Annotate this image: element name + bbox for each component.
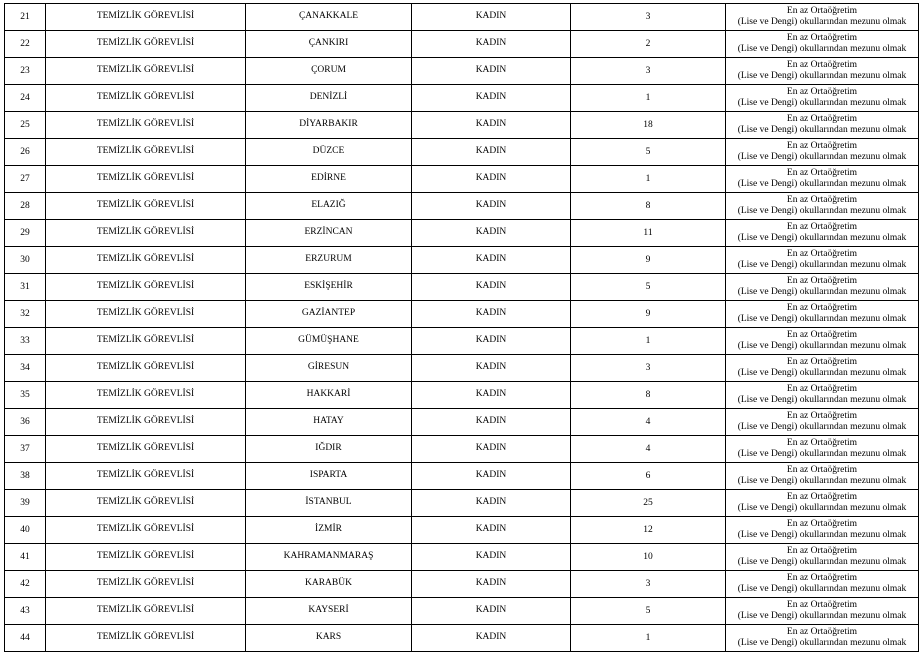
position-count: 5: [571, 598, 726, 625]
requirement: [726, 436, 919, 463]
table-row: [5, 463, 919, 490]
row-number: 42: [5, 571, 46, 598]
requirement-line-2: (Lise ve Dengi) okullarından mezunu olmak: [737, 17, 907, 27]
requirement: [726, 193, 919, 220]
requirement-line-1: En az Ortaöğretim: [786, 32, 858, 43]
requirement-line-1: En az Ortaöğretim: [786, 383, 858, 394]
position-count: 25: [571, 490, 726, 517]
requirement-line-2: (Lise ve Dengi) okullarından mezunu olmak: [737, 422, 907, 432]
requirement: [726, 247, 919, 274]
row-number: 26: [5, 139, 46, 166]
row-number: 34: [5, 355, 46, 382]
province-name: KAYSERİ: [246, 598, 412, 625]
position-title: TEMİZLİK GÖREVLİSİ: [46, 193, 246, 220]
table-row: [5, 409, 919, 436]
requirement: [726, 409, 919, 436]
requirement: [726, 544, 919, 571]
position-title: TEMİZLİK GÖREVLİSİ: [46, 409, 246, 436]
gender: KADIN: [412, 544, 571, 571]
requirement-line-2: (Lise ve Dengi) okullarından mezunu olmak: [737, 557, 907, 567]
requirement-line-2: (Lise ve Dengi) okullarından mezunu olmak: [737, 476, 907, 486]
requirement-line-2: (Lise ve Dengi) okullarından mezunu olmak: [737, 368, 907, 378]
requirement: [726, 517, 919, 544]
position-count: 1: [571, 625, 726, 652]
province-name: HATAY: [246, 409, 412, 436]
position-title: TEMİZLİK GÖREVLİSİ: [46, 436, 246, 463]
requirement-line-1: En az Ortaöğretim: [786, 194, 858, 205]
gender: KADIN: [412, 463, 571, 490]
requirement-line-2: (Lise ve Dengi) okullarından mezunu olmak: [737, 44, 907, 54]
requirement-line-1: En az Ortaöğretim: [786, 221, 858, 232]
table-row: [5, 58, 919, 85]
table-row: [5, 571, 919, 598]
gender: KADIN: [412, 112, 571, 139]
province-name: KARABÜK: [246, 571, 412, 598]
table-row: [5, 436, 919, 463]
table-row: [5, 247, 919, 274]
document-page: [4, 3, 918, 652]
requirement-line-1: En az Ortaöğretim: [786, 518, 858, 529]
row-number: 32: [5, 301, 46, 328]
requirement: [726, 301, 919, 328]
gender: KADIN: [412, 571, 571, 598]
table-row: [5, 139, 919, 166]
requirement: [726, 274, 919, 301]
province-name: ÇANAKKALE: [246, 4, 412, 31]
gender: KADIN: [412, 301, 571, 328]
row-number: 41: [5, 544, 46, 571]
row-number: 22: [5, 31, 46, 58]
requirement-line-1: En az Ortaöğretim: [786, 275, 858, 286]
position-count: 5: [571, 139, 726, 166]
table-row: [5, 517, 919, 544]
requirement-line-1: En az Ortaöğretim: [786, 302, 858, 313]
gender: KADIN: [412, 139, 571, 166]
requirement-line-2: (Lise ve Dengi) okullarından mezunu olmak: [737, 638, 907, 648]
requirement-line-2: (Lise ve Dengi) okullarından mezunu olmak: [737, 71, 907, 81]
requirement-line-1: En az Ortaöğretim: [786, 59, 858, 70]
position-count: 4: [571, 436, 726, 463]
position-count: 8: [571, 382, 726, 409]
row-number: 29: [5, 220, 46, 247]
requirement-line-1: En az Ortaöğretim: [786, 248, 858, 259]
province-name: KAHRAMANMARAŞ: [246, 544, 412, 571]
requirement: [726, 166, 919, 193]
province-name: HAKKARİ: [246, 382, 412, 409]
position-title: TEMİZLİK GÖREVLİSİ: [46, 85, 246, 112]
row-number: 39: [5, 490, 46, 517]
gender: KADIN: [412, 166, 571, 193]
table-row: [5, 355, 919, 382]
row-number: 33: [5, 328, 46, 355]
row-number: 27: [5, 166, 46, 193]
row-number: 31: [5, 274, 46, 301]
position-count: 5: [571, 274, 726, 301]
requirement-line-1: En az Ortaöğretim: [786, 167, 858, 178]
requirement: [726, 112, 919, 139]
position-title: TEMİZLİK GÖREVLİSİ: [46, 463, 246, 490]
requirement: [726, 571, 919, 598]
gender: KADIN: [412, 625, 571, 652]
province-name: İSTANBUL: [246, 490, 412, 517]
requirement: [726, 598, 919, 625]
requirement: [726, 382, 919, 409]
table-row: [5, 625, 919, 652]
position-count: 9: [571, 301, 726, 328]
table-row: [5, 31, 919, 58]
requirement: [726, 625, 919, 652]
requirement-line-1: En az Ortaöğretim: [786, 599, 858, 610]
province-name: İZMİR: [246, 517, 412, 544]
requirement-line-1: En az Ortaöğretim: [786, 329, 858, 340]
province-name: ERZURUM: [246, 247, 412, 274]
position-title: TEMİZLİK GÖREVLİSİ: [46, 544, 246, 571]
row-number: 28: [5, 193, 46, 220]
province-name: IĞDIR: [246, 436, 412, 463]
requirement-line-1: En az Ortaöğretim: [786, 410, 858, 421]
position-title: TEMİZLİK GÖREVLİSİ: [46, 166, 246, 193]
requirement-line-2: (Lise ve Dengi) okullarından mezunu olmak: [737, 584, 907, 594]
requirement: [726, 463, 919, 490]
gender: KADIN: [412, 490, 571, 517]
position-count: 3: [571, 355, 726, 382]
table-row: [5, 166, 919, 193]
requirement-line-1: En az Ortaöğretim: [786, 491, 858, 502]
requirement-line-2: (Lise ve Dengi) okullarından mezunu olmak: [737, 611, 907, 621]
position-title: TEMİZLİK GÖREVLİSİ: [46, 220, 246, 247]
position-title: TEMİZLİK GÖREVLİSİ: [46, 490, 246, 517]
row-number: 38: [5, 463, 46, 490]
requirement-line-2: (Lise ve Dengi) okullarından mezunu olmak: [737, 395, 907, 405]
requirement: [726, 85, 919, 112]
gender: KADIN: [412, 85, 571, 112]
gender: KADIN: [412, 436, 571, 463]
position-count: 18: [571, 112, 726, 139]
requirement: [726, 4, 919, 31]
position-count: 3: [571, 571, 726, 598]
requirement-line-1: En az Ortaöğretim: [786, 545, 858, 556]
gender: KADIN: [412, 328, 571, 355]
position-title: TEMİZLİK GÖREVLİSİ: [46, 571, 246, 598]
row-number: 25: [5, 112, 46, 139]
requirement-line-1: En az Ortaöğretim: [786, 140, 858, 151]
province-name: ÇORUM: [246, 58, 412, 85]
position-count: 11: [571, 220, 726, 247]
table-row: [5, 544, 919, 571]
table-row: [5, 301, 919, 328]
gender: KADIN: [412, 193, 571, 220]
requirement-line-2: (Lise ve Dengi) okullarından mezunu olmak: [737, 98, 907, 108]
position-title: TEMİZLİK GÖREVLİSİ: [46, 382, 246, 409]
position-title: TEMİZLİK GÖREVLİSİ: [46, 328, 246, 355]
province-name: GÜMÜŞHANE: [246, 328, 412, 355]
requirement: [726, 220, 919, 247]
requirement-line-2: (Lise ve Dengi) okullarından mezunu olmak: [737, 125, 907, 135]
province-name: ERZİNCAN: [246, 220, 412, 247]
province-name: DİYARBAKIR: [246, 112, 412, 139]
province-name: GAZİANTEP: [246, 301, 412, 328]
gender: KADIN: [412, 58, 571, 85]
row-number: 40: [5, 517, 46, 544]
vacancy-table: [4, 3, 919, 652]
requirement-line-2: (Lise ve Dengi) okullarından mezunu olmak: [737, 179, 907, 189]
table-body: [5, 4, 919, 652]
position-title: TEMİZLİK GÖREVLİSİ: [46, 517, 246, 544]
gender: KADIN: [412, 247, 571, 274]
position-count: 3: [571, 4, 726, 31]
position-title: TEMİZLİK GÖREVLİSİ: [46, 274, 246, 301]
position-title: TEMİZLİK GÖREVLİSİ: [46, 58, 246, 85]
requirement-line-2: (Lise ve Dengi) okullarından mezunu olmak: [737, 206, 907, 216]
position-count: 3: [571, 58, 726, 85]
position-count: 1: [571, 166, 726, 193]
requirement-line-2: (Lise ve Dengi) okullarından mezunu olmak: [737, 503, 907, 513]
gender: KADIN: [412, 409, 571, 436]
province-name: EDİRNE: [246, 166, 412, 193]
requirement-line-2: (Lise ve Dengi) okullarından mezunu olmak: [737, 530, 907, 540]
table-row: [5, 85, 919, 112]
requirement-line-1: En az Ortaöğretim: [786, 626, 858, 637]
position-title: TEMİZLİK GÖREVLİSİ: [46, 31, 246, 58]
position-count: 6: [571, 463, 726, 490]
requirement: [726, 139, 919, 166]
position-title: TEMİZLİK GÖREVLİSİ: [46, 301, 246, 328]
position-title: TEMİZLİK GÖREVLİSİ: [46, 112, 246, 139]
requirement-line-1: En az Ortaöğretim: [786, 86, 858, 97]
position-title: TEMİZLİK GÖREVLİSİ: [46, 625, 246, 652]
table-row: [5, 274, 919, 301]
gender: KADIN: [412, 220, 571, 247]
requirement-line-1: En az Ortaöğretim: [786, 437, 858, 448]
table-row: [5, 490, 919, 517]
row-number: 30: [5, 247, 46, 274]
requirement-line-1: En az Ortaöğretim: [786, 464, 858, 475]
requirement-line-2: (Lise ve Dengi) okullarından mezunu olmak: [737, 341, 907, 351]
requirement-line-2: (Lise ve Dengi) okullarından mezunu olmak: [737, 449, 907, 459]
row-number: 24: [5, 85, 46, 112]
province-name: KARS: [246, 625, 412, 652]
table-row: [5, 220, 919, 247]
province-name: GİRESUN: [246, 355, 412, 382]
row-number: 44: [5, 625, 46, 652]
row-number: 35: [5, 382, 46, 409]
gender: KADIN: [412, 31, 571, 58]
requirement: [726, 31, 919, 58]
row-number: 23: [5, 58, 46, 85]
gender: KADIN: [412, 274, 571, 301]
requirement-line-1: En az Ortaöğretim: [786, 572, 858, 583]
position-count: 9: [571, 247, 726, 274]
gender: KADIN: [412, 382, 571, 409]
gender: KADIN: [412, 517, 571, 544]
table-row: [5, 112, 919, 139]
position-count: 12: [571, 517, 726, 544]
gender: KADIN: [412, 355, 571, 382]
requirement-line-2: (Lise ve Dengi) okullarından mezunu olmak: [737, 233, 907, 243]
position-count: 10: [571, 544, 726, 571]
gender: KADIN: [412, 598, 571, 625]
table-row: [5, 598, 919, 625]
position-title: TEMİZLİK GÖREVLİSİ: [46, 4, 246, 31]
position-title: TEMİZLİK GÖREVLİSİ: [46, 139, 246, 166]
gender: KADIN: [412, 4, 571, 31]
position-title: TEMİZLİK GÖREVLİSİ: [46, 355, 246, 382]
table-row: [5, 193, 919, 220]
position-count: 2: [571, 31, 726, 58]
province-name: ELAZIĞ: [246, 193, 412, 220]
position-count: 1: [571, 85, 726, 112]
province-name: DENİZLİ: [246, 85, 412, 112]
row-number: 36: [5, 409, 46, 436]
requirement-line-2: (Lise ve Dengi) okullarından mezunu olmak: [737, 287, 907, 297]
table-row: [5, 4, 919, 31]
requirement-line-1: En az Ortaöğretim: [786, 356, 858, 367]
requirement-line-1: En az Ortaöğretim: [786, 113, 858, 124]
province-name: ISPARTA: [246, 463, 412, 490]
requirement-line-2: (Lise ve Dengi) okullarından mezunu olmak: [737, 260, 907, 270]
position-title: TEMİZLİK GÖREVLİSİ: [46, 598, 246, 625]
row-number: 21: [5, 4, 46, 31]
requirement: [726, 490, 919, 517]
requirement: [726, 58, 919, 85]
requirement: [726, 328, 919, 355]
position-count: 1: [571, 328, 726, 355]
province-name: ÇANKIRI: [246, 31, 412, 58]
position-count: 4: [571, 409, 726, 436]
position-count: 8: [571, 193, 726, 220]
province-name: DÜZCE: [246, 139, 412, 166]
row-number: 37: [5, 436, 46, 463]
row-number: 43: [5, 598, 46, 625]
requirement-line-2: (Lise ve Dengi) okullarından mezunu olmak: [737, 314, 907, 324]
requirement-line-1: En az Ortaöğretim: [786, 5, 858, 16]
province-name: ESKİŞEHİR: [246, 274, 412, 301]
requirement-line-2: (Lise ve Dengi) okullarından mezunu olmak: [737, 152, 907, 162]
requirement: [726, 355, 919, 382]
position-title: TEMİZLİK GÖREVLİSİ: [46, 247, 246, 274]
table-row: [5, 328, 919, 355]
table-row: [5, 382, 919, 409]
